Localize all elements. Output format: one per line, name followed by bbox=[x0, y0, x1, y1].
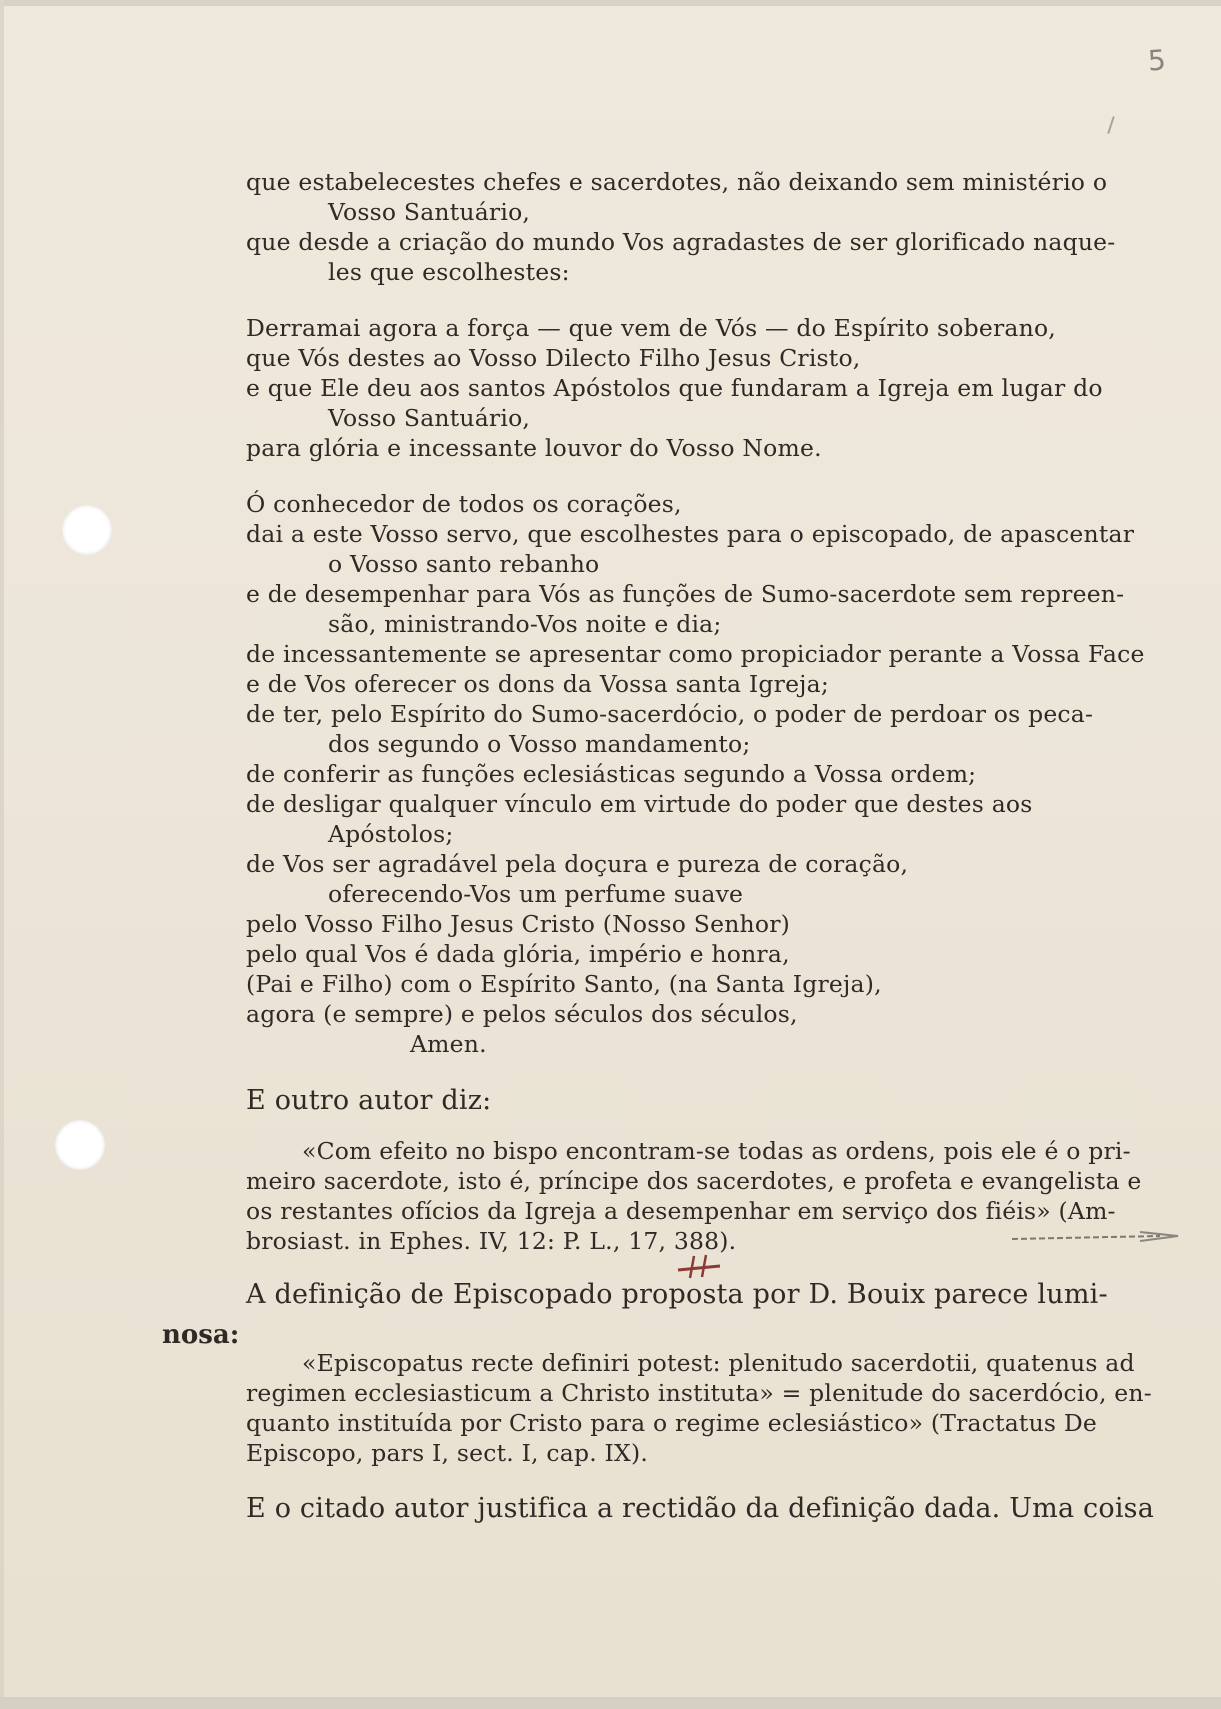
pencil-mark bbox=[1107, 116, 1114, 134]
paper-left-edge bbox=[0, 0, 4, 1709]
page-number: 5 bbox=[1146, 43, 1167, 78]
margin-note: nosa: bbox=[162, 1320, 240, 1350]
conhecedor-line: de conferir as funções eclesiásticas segundo a Vossa ordem; bbox=[246, 760, 977, 788]
quote-line: os restantes ofícios da Igreja a desempenhar em serviço dos fiéis» (Am- bbox=[246, 1197, 1116, 1225]
prayer-line: que desde a criação do mundo Vos agradastes de ser glorificado naque- bbox=[246, 228, 1116, 256]
conhecedor-line: agora (e sempre) e pelos séculos dos séculos, bbox=[246, 1000, 798, 1028]
quote-line: regimen ecclesiasticum a Christo instituta» = plenitude do sacerdócio, en- bbox=[246, 1379, 1152, 1407]
derramai-line: Vosso Santuário, bbox=[328, 404, 531, 432]
quote-line: meiro sacerdote, isto é, príncipe dos sacerdotes, e profeta e evangelista e bbox=[246, 1167, 1142, 1195]
conhecedor-amen: Amen. bbox=[410, 1030, 487, 1058]
handwritten-arrow-icon bbox=[1010, 1230, 1190, 1244]
prayer-line: que estabelecestes chefes e sacerdotes, não deixando sem ministério o bbox=[246, 168, 1108, 196]
quote-line: Episcopo, pars I, sect. I, cap. IX). bbox=[246, 1439, 648, 1467]
conhecedor-line: de desligar qualquer vínculo em virtude do poder que destes aos bbox=[246, 790, 1033, 818]
derramai-line: que Vós destes ao Vosso Dilecto Filho Jesus Cristo, bbox=[246, 344, 861, 372]
quote-line: «Com efeito no bispo encontram-se todas as ordens, pois ele é o pri- bbox=[302, 1137, 1131, 1165]
conhecedor-line: e de desempenhar para Vós as funções de Sumo-sacerdote sem repreen- bbox=[246, 580, 1125, 608]
derramai-line: para glória e incessante louvor do Vosso Nome. bbox=[246, 434, 822, 462]
paper-bottom-edge bbox=[0, 1697, 1221, 1709]
conhecedor-line: Apóstolos; bbox=[328, 820, 454, 848]
conhecedor-line: dai a este Vosso servo, que escolhestes para o episcopado, de apascentar bbox=[246, 520, 1135, 548]
handwritten-mark-icon bbox=[674, 1254, 724, 1280]
conhecedor-line: são, ministrando-Vos noite e dia; bbox=[328, 610, 722, 638]
section-heading: E outro autor diz: bbox=[246, 1085, 492, 1116]
conhecedor-line: pelo qual Vos é dada glória, império e honra, bbox=[246, 940, 790, 968]
prayer-line: Vosso Santuário, bbox=[328, 198, 531, 226]
conhecedor-line: (Pai e Filho) com o Espírito Santo, (na Santa Igreja), bbox=[246, 970, 882, 998]
derramai-line: e que Ele deu aos santos Apóstolos que fundaram a Igreja em lugar do bbox=[246, 374, 1103, 402]
section-heading: A definição de Episcopado proposta por D. Bouix parece lumi- bbox=[246, 1279, 1108, 1310]
conhecedor-line: o Vosso santo rebanho bbox=[328, 550, 600, 578]
prayer-line: les que escolhestes: bbox=[328, 258, 570, 286]
conhecedor-line: de Vos ser agradável pela doçura e pureza de coração, bbox=[246, 850, 909, 878]
conhecedor-line: de incessantemente se apresentar como propiciador perante a Vossa Face bbox=[246, 640, 1145, 668]
conhecedor-line: pelo Vosso Filho Jesus Cristo (Nosso Senhor) bbox=[246, 910, 791, 938]
conhecedor-line: de ter, pelo Espírito do Sumo-sacerdócio, o poder de perdoar os peca- bbox=[246, 700, 1094, 728]
quote-line: brosiast. in Ephes. IV, 12: P. L., 17, 388). bbox=[246, 1227, 737, 1255]
final-line: E o citado autor justifica a rectidão da definição dada. Uma coisa bbox=[246, 1493, 1155, 1524]
conhecedor-line: Ó conhecedor de todos os corações, bbox=[246, 490, 682, 518]
derramai-line: Derramai agora a força — que vem de Vós — do Espírito soberano, bbox=[246, 314, 1056, 342]
punch-hole-icon bbox=[62, 505, 112, 555]
conhecedor-line: dos segundo o Vosso mandamento; bbox=[328, 730, 751, 758]
quote-line: quanto instituída por Cristo para o regime eclesiástico» (Tractatus De bbox=[246, 1409, 1097, 1437]
paper-top-edge bbox=[0, 0, 1221, 6]
quote-line: «Episcopatus recte definiri potest: plenitudo sacerdotii, quatenus ad bbox=[302, 1349, 1135, 1377]
punch-hole-icon bbox=[55, 1120, 105, 1170]
conhecedor-line: e de Vos oferecer os dons da Vossa santa Igreja; bbox=[246, 670, 829, 698]
conhecedor-line: oferecendo-Vos um perfume suave bbox=[328, 880, 744, 908]
